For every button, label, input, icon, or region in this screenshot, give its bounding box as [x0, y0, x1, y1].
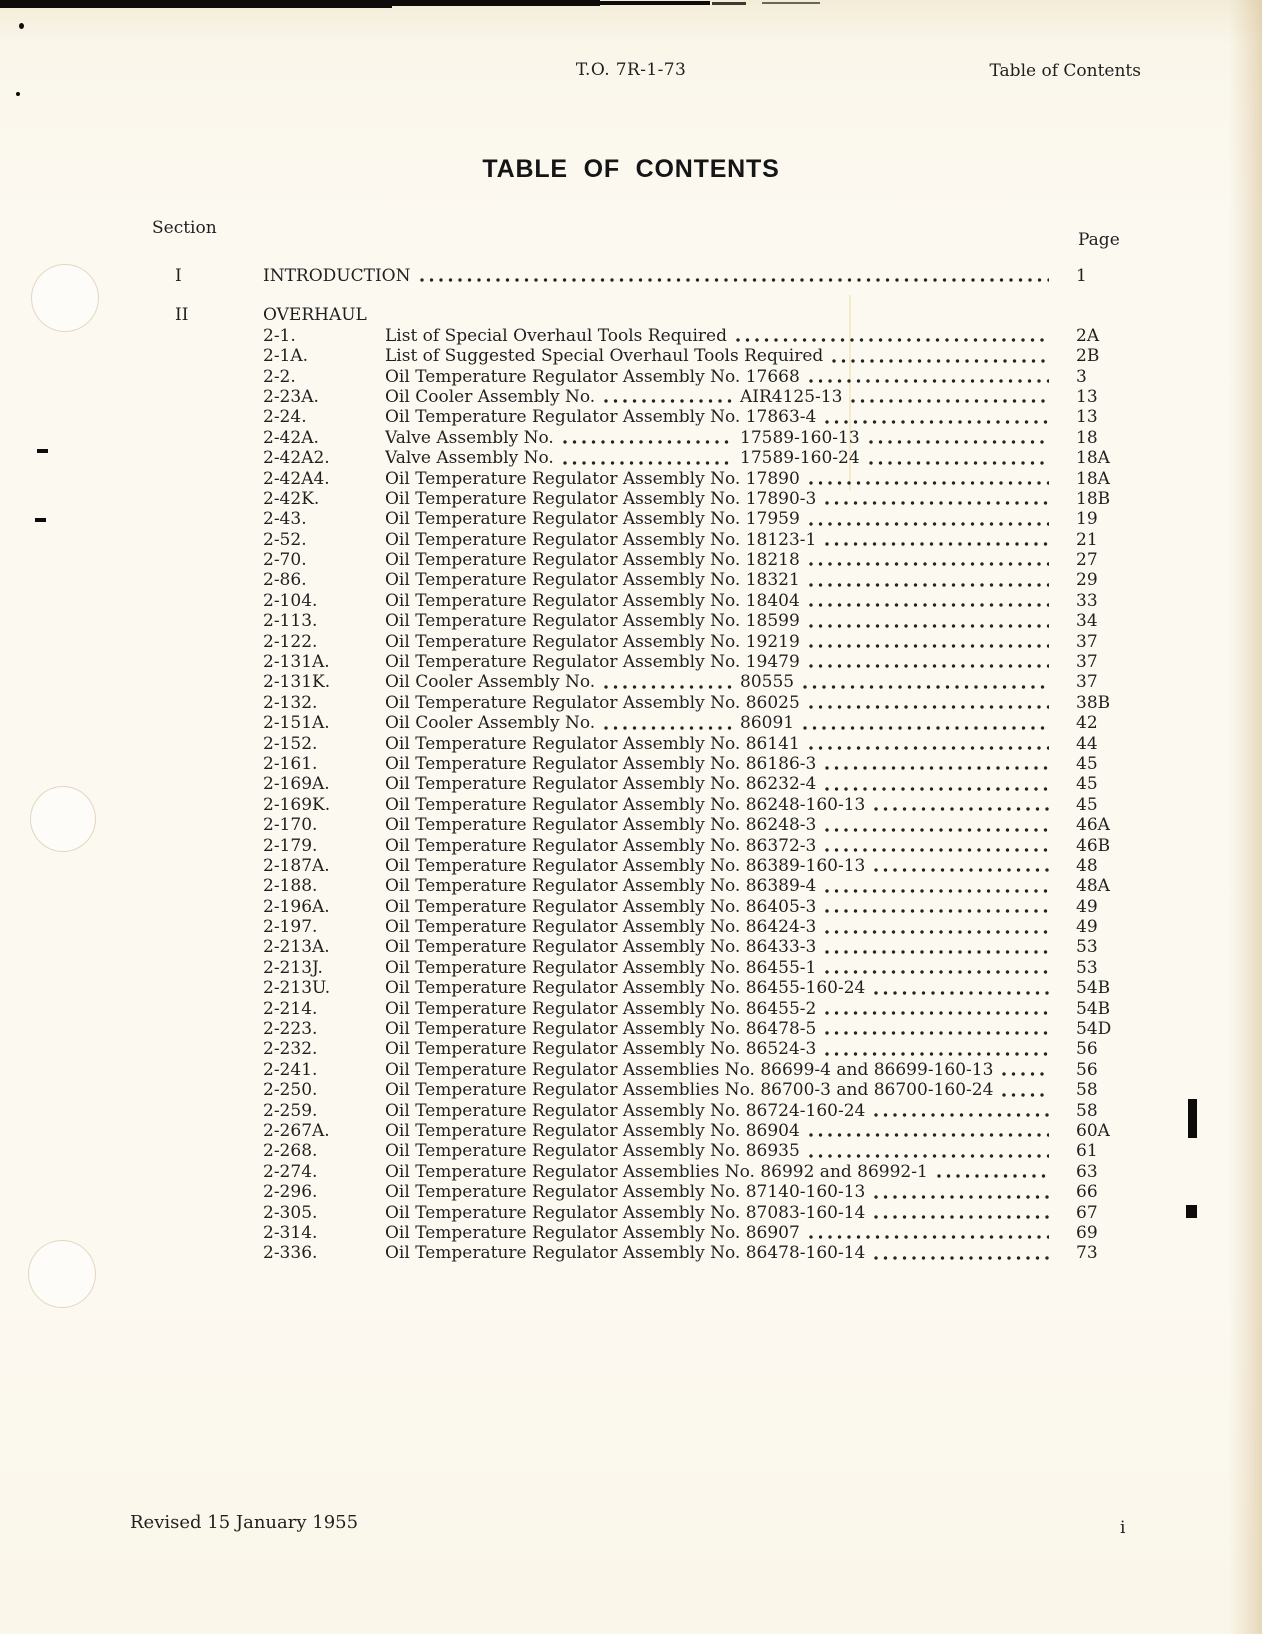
entry-title: Oil Temperature Regulator Assembly No. 86248-160-13 [385, 794, 866, 815]
entry-title: Oil Temperature Regulator Assembly No. 86433-3 [385, 937, 817, 958]
punch-hole-mark [28, 1240, 96, 1308]
dot-leader [809, 1235, 1049, 1239]
entry-number: 2-42A4. [263, 468, 330, 489]
entry-number: 2-43. [263, 509, 307, 530]
dot-leader [809, 624, 1049, 628]
dot-leader [809, 1133, 1049, 1137]
entry-title-block [385, 713, 740, 733]
page-number: 73 [1076, 1243, 1098, 1264]
entry-number: 2-213A. [263, 937, 330, 958]
page-number: 42 [1076, 713, 1098, 734]
toc-entry-row [175, 1080, 1120, 1100]
entry-title: Oil Temperature Regulator Assembly No. 19219 [385, 631, 800, 652]
dot-leader [825, 787, 1049, 791]
entry-title-block [385, 428, 740, 448]
entry-number: 2-131A. [263, 652, 330, 673]
entry-number: 2-86. [263, 570, 307, 591]
dot-leader [809, 583, 1049, 587]
entry-number: 2-296. [263, 1182, 318, 1203]
dot-leader [825, 501, 1049, 505]
entry-title: Oil Temperature Regulator Assembly No. 18321 [385, 570, 800, 591]
page-number: 46A [1076, 815, 1110, 836]
entry-number: 2-268. [263, 1141, 318, 1162]
section-title: OVERHAUL [263, 305, 367, 326]
scan-edge-bar [762, 2, 820, 4]
page-number: 49 [1076, 917, 1098, 938]
assembly-number: AIR4125-13 [740, 386, 843, 407]
page-number: 18B [1076, 488, 1111, 509]
entry-number: 2-170. [263, 815, 318, 836]
entry-number: 2-213J. [263, 957, 323, 978]
entry-title: Oil Temperature Regulator Assembly No. 18218 [385, 550, 800, 571]
toc-entry-row [175, 856, 1120, 876]
dot-leader [825, 1052, 1049, 1056]
scan-speck [37, 449, 48, 453]
assembly-number: 17589-160-24 [740, 448, 860, 469]
entry-number: 2-223. [263, 1019, 318, 1040]
dot-leader [604, 726, 733, 730]
dot-leader [563, 440, 733, 444]
toc-entry-row [175, 1162, 1120, 1182]
entry-number: 2-259. [263, 1100, 318, 1121]
toc-entry-row [175, 1121, 1120, 1141]
scan-edge-bar [594, 1, 710, 5]
toc-entry-row [175, 1223, 1120, 1243]
entry-number: 2-196A. [263, 896, 330, 917]
toc-entry-row [175, 407, 1120, 427]
entry-number: 2-70. [263, 550, 307, 571]
dot-leader [825, 889, 1049, 893]
toc-entry-row [175, 346, 1120, 366]
entry-title: Oil Temperature Regulator Assembly No. 17890-3 [385, 488, 817, 509]
dot-leader [874, 1113, 1049, 1117]
page-number: 58 [1076, 1100, 1098, 1121]
entry-number: 2-169K. [263, 794, 331, 815]
page-number: 54B [1076, 978, 1111, 999]
page-number: 67 [1076, 1202, 1098, 1223]
entry-number: 2-169A. [263, 774, 330, 795]
toc-entry-row [175, 632, 1120, 652]
entry-number: 2-52. [263, 529, 307, 550]
entry-title: Oil Temperature Regulator Assembly No. 86389-160-13 [385, 855, 866, 876]
entry-title: Oil Temperature Regulator Assemblies No. 86992 and 86992-1 [385, 1161, 928, 1182]
dot-leader [937, 1174, 1049, 1178]
page-number: 45 [1076, 753, 1098, 774]
entry-title: Oil Temperature Regulator Assembly No. 17890 [385, 468, 800, 489]
entry-number: 2-187A. [263, 855, 330, 876]
dot-leader [874, 1195, 1049, 1199]
toc-entry-row [175, 652, 1120, 672]
entry-title: Oil Temperature Regulator Assembly No. 17863-4 [385, 407, 817, 428]
page-column-label: Page [1078, 230, 1120, 250]
dot-leader [809, 522, 1049, 526]
toc-entry-row [175, 367, 1120, 387]
entry-title: Oil Temperature Regulator Assembly No. 18404 [385, 590, 800, 611]
entry-number: 2-1A. [263, 346, 309, 367]
dot-leader [874, 1215, 1049, 1219]
dot-leader [563, 461, 733, 465]
entry-title: Oil Temperature Regulator Assembly No. 86478-5 [385, 1019, 817, 1040]
entry-number: 2-213U. [263, 978, 331, 999]
scan-speck [19, 23, 24, 29]
entry-number: 2-2. [263, 366, 296, 387]
toc-entry-row [175, 1182, 1120, 1202]
entry-title: Oil Temperature Regulator Assembly No. 86478-160-14 [385, 1243, 866, 1264]
entry-title: Oil Temperature Regulator Assembly No. 17959 [385, 509, 800, 530]
toc-entry-row [175, 917, 1120, 937]
page-number: 2B [1076, 346, 1100, 367]
entry-number: 2-274. [263, 1161, 318, 1182]
toc-entry-row [175, 387, 1120, 407]
dot-leader [869, 440, 1049, 444]
page-number: 45 [1076, 774, 1098, 795]
folio-page-number: i [1120, 1518, 1126, 1538]
page-number: 18A [1076, 468, 1110, 489]
dot-leader [874, 991, 1049, 995]
toc-entry-row [175, 897, 1120, 917]
dot-leader [825, 542, 1049, 546]
page-number: 56 [1076, 1039, 1098, 1060]
toc-entry-row [175, 570, 1120, 590]
dot-leader [809, 1154, 1049, 1158]
dot-leader [809, 562, 1049, 566]
page-number: 38B [1076, 692, 1111, 713]
toc-entry-row [175, 611, 1120, 631]
page-number: 49 [1076, 896, 1098, 917]
page-number: 48A [1076, 876, 1110, 897]
entry-title-block [385, 448, 740, 468]
entry-title: List of Suggested Special Overhaul Tools Required [385, 346, 824, 367]
section-column-label: Section [152, 218, 217, 238]
toc-entry-row [175, 734, 1120, 754]
running-header: Table of Contents [989, 61, 1141, 81]
page-number: 69 [1076, 1222, 1098, 1243]
page-number: 29 [1076, 570, 1098, 591]
page-number: 37 [1076, 652, 1098, 673]
scan-speck [16, 92, 20, 96]
entry-title: Oil Cooler Assembly No. [385, 672, 596, 693]
entry-title: Oil Temperature Regulator Assembly No. 86524-3 [385, 1039, 817, 1060]
entry-number: 2-1. [263, 325, 296, 346]
toc-entry-row [175, 469, 1120, 489]
entry-number: 2-314. [263, 1222, 318, 1243]
page-number: 53 [1076, 957, 1098, 978]
dot-leader [1002, 1093, 1049, 1097]
document-number: T.O. 7R-1-73 [575, 60, 687, 80]
entry-number: 2-42K. [263, 488, 320, 509]
dot-leader [809, 705, 1049, 709]
toc-entry-row [175, 938, 1120, 958]
dot-leader [874, 868, 1049, 872]
scan-edge-bar [386, 0, 600, 6]
toc-entry-row [175, 1101, 1120, 1121]
page-number: 53 [1076, 937, 1098, 958]
entry-title: Oil Temperature Regulator Assembly No. 18599 [385, 611, 800, 632]
page-number: 13 [1076, 407, 1098, 428]
dot-leader [825, 909, 1049, 913]
entry-title: Oil Temperature Regulator Assembly No. 86907 [385, 1222, 800, 1243]
entry-number: 2-132. [263, 692, 318, 713]
entry-title: List of Special Overhaul Tools Required [385, 325, 727, 346]
entry-number: 2-214. [263, 998, 318, 1019]
entry-title: Oil Temperature Regulator Assembly No. 86935 [385, 1141, 800, 1162]
toc-entry-row [175, 958, 1120, 978]
entry-title: Oil Temperature Regulator Assembly No. 86455-160-24 [385, 978, 866, 999]
entry-number: 2-23A. [263, 386, 319, 407]
page-number: 13 [1076, 386, 1098, 407]
toc-entry-row [175, 999, 1120, 1019]
toc-entry-row [175, 550, 1120, 570]
toc-entry-row [175, 774, 1120, 794]
entry-title: Valve Assembly No. [385, 448, 554, 469]
assembly-number: 80555 [740, 672, 795, 693]
page-number: 33 [1076, 590, 1098, 611]
toc-entry-row [175, 1039, 1120, 1059]
dot-leader [1002, 1072, 1049, 1076]
dot-leader [825, 930, 1049, 934]
toc-entry-row [175, 713, 1120, 733]
dot-leader [832, 359, 1049, 363]
dot-leader [825, 970, 1049, 974]
dot-leader [851, 399, 1049, 403]
punch-hole-mark [31, 264, 99, 332]
entry-title: Oil Temperature Regulator Assembly No. 86372-3 [385, 835, 817, 856]
page-number: 34 [1076, 611, 1098, 632]
entry-number: 2-152. [263, 733, 318, 754]
dot-leader [604, 399, 733, 403]
section-numeral: II [175, 305, 189, 326]
entry-title: Oil Temperature Regulator Assembly No. 86186-3 [385, 753, 817, 774]
scan-speck [35, 518, 46, 522]
entry-title: Oil Temperature Regulator Assembly No. 87083-160-14 [385, 1202, 866, 1223]
dot-leader [809, 379, 1049, 383]
entry-number: 2-151A. [263, 713, 330, 734]
page-number: 58 [1076, 1080, 1098, 1101]
toc-entry-row [175, 978, 1120, 998]
entry-title: Oil Cooler Assembly No. [385, 386, 596, 407]
toc-entry-row [175, 1141, 1120, 1161]
scan-edge-bar [712, 2, 746, 5]
entry-number: 2-113. [263, 611, 318, 632]
section-title: INTRODUCTION [263, 265, 411, 286]
entry-title: Oil Temperature Regulator Assemblies No. 86699-4 and 86699-160-13 [385, 1059, 994, 1080]
toc-entry-row [175, 530, 1120, 550]
page-number: 54D [1076, 1019, 1112, 1040]
page-number: 18 [1076, 427, 1098, 448]
page-number: 48 [1076, 855, 1098, 876]
entry-title: Oil Temperature Regulator Assemblies No. 86700-3 and 86700-160-24 [385, 1080, 994, 1101]
dot-leader [869, 461, 1049, 465]
page-number: 56 [1076, 1059, 1098, 1080]
entry-title-block [385, 672, 740, 692]
page-number: 19 [1076, 509, 1098, 530]
revision-change-bar [1186, 1205, 1197, 1218]
dot-leader [825, 766, 1049, 770]
dot-leader [825, 828, 1049, 832]
entry-title: Oil Temperature Regulator Assembly No. 86455-1 [385, 957, 817, 978]
toc-entry-row [175, 693, 1120, 713]
page-number: 63 [1076, 1161, 1098, 1182]
toc-entry-row [175, 795, 1120, 815]
toc-entry-row [175, 815, 1120, 835]
toc-list [175, 266, 1120, 1264]
entry-title: Oil Temperature Regulator Assembly No. 87140-160-13 [385, 1182, 866, 1203]
section-numeral: I [175, 265, 182, 286]
dot-leader [874, 807, 1049, 811]
entry-number: 2-122. [263, 631, 318, 652]
assembly-number: 17589-160-13 [740, 427, 860, 448]
page-title: TABLE OF CONTENTS [482, 155, 780, 183]
assembly-number: 86091 [740, 713, 795, 734]
entry-number: 2-336. [263, 1243, 318, 1264]
entry-title: Oil Temperature Regulator Assembly No. 86248-3 [385, 815, 817, 836]
section-header-row [175, 305, 1120, 325]
entry-title: Oil Temperature Regulator Assembly No. 86424-3 [385, 917, 817, 938]
toc-entry-row [175, 672, 1120, 692]
page-number: 37 [1076, 672, 1098, 693]
entry-number: 2-42A2. [263, 448, 330, 469]
dot-leader [803, 726, 1049, 730]
toc-entry-row [175, 509, 1120, 529]
toc-entry-row [175, 1243, 1120, 1263]
dot-leader [825, 420, 1049, 424]
page-number: 66 [1076, 1182, 1098, 1203]
entry-number: 2-161. [263, 753, 318, 774]
dot-leader [803, 685, 1049, 689]
section-header-row [175, 266, 1120, 286]
entry-title: Oil Temperature Regulator Assembly No. 86141 [385, 733, 800, 754]
page-number: 45 [1076, 794, 1098, 815]
page-number: 3 [1076, 366, 1087, 387]
entry-title: Valve Assembly No. [385, 427, 554, 448]
entry-number: 2-188. [263, 876, 318, 897]
dot-leader [809, 664, 1049, 668]
dot-leader [809, 746, 1049, 750]
page-number: 21 [1076, 529, 1098, 550]
entry-title: Oil Temperature Regulator Assembly No. 86389-4 [385, 876, 817, 897]
toc-entry-row [175, 1019, 1120, 1039]
dot-leader [825, 950, 1049, 954]
dot-leader [825, 1011, 1049, 1015]
entry-number: 2-24. [263, 407, 307, 428]
page-number: 61 [1076, 1141, 1098, 1162]
entry-number: 2-232. [263, 1039, 318, 1060]
page-number: 1 [1076, 265, 1087, 286]
dot-leader [809, 603, 1049, 607]
page-number: 18A [1076, 448, 1110, 469]
entry-number: 2-305. [263, 1202, 318, 1223]
entry-title: Oil Temperature Regulator Assembly No. 86904 [385, 1121, 800, 1141]
entry-title: Oil Temperature Regulator Assembly No. 86405-3 [385, 896, 817, 917]
revision-date: Revised 15 January 1955 [130, 1512, 359, 1533]
entry-title: Oil Temperature Regulator Assembly No. 86025 [385, 692, 800, 713]
entry-title: Oil Temperature Regulator Assembly No. 86455-2 [385, 998, 817, 1019]
toc-entry-row [175, 1060, 1120, 1080]
page-number: 44 [1076, 733, 1098, 754]
entry-title: Oil Temperature Regulator Assembly No. 86724-160-24 [385, 1100, 866, 1121]
dot-leader [604, 685, 733, 689]
punch-hole-mark [30, 786, 96, 852]
dot-leader [825, 1031, 1049, 1035]
entry-title: Oil Temperature Regulator Assembly No. 86232-4 [385, 774, 817, 795]
entry-number: 2-179. [263, 835, 318, 856]
toc-entry-row [175, 754, 1120, 774]
toc-entry-row [175, 326, 1120, 346]
toc-entry-row [175, 448, 1120, 468]
page-number: 37 [1076, 631, 1098, 652]
toc-entry-row [175, 836, 1120, 856]
entry-title-block [385, 387, 740, 407]
scan-edge-bar [0, 0, 392, 8]
entry-number: 2-42A. [263, 427, 319, 448]
dot-leader [420, 278, 1050, 282]
dot-leader [809, 644, 1049, 648]
entry-title: Oil Temperature Regulator Assembly No. 18123-1 [385, 529, 817, 550]
dot-leader [874, 1256, 1049, 1260]
entry-title: Oil Temperature Regulator Assembly No. 17668 [385, 366, 800, 387]
revision-change-bar [1188, 1099, 1197, 1138]
page-number: 27 [1076, 550, 1098, 571]
toc-entry-row [175, 489, 1120, 509]
entry-number: 2-241. [263, 1059, 318, 1080]
toc-entry-row [175, 876, 1120, 896]
dot-leader [825, 848, 1049, 852]
toc-entry-row [175, 591, 1120, 611]
entry-number: 2-104. [263, 590, 318, 611]
page-number: 54B [1076, 998, 1111, 1019]
page-number: 60A [1076, 1121, 1110, 1141]
entry-title: Oil Cooler Assembly No. [385, 713, 596, 734]
entry-number: 2-267A. [263, 1121, 330, 1141]
entry-number: 2-131K. [263, 672, 331, 693]
entry-number: 2-250. [263, 1080, 318, 1101]
page-number: 2A [1076, 325, 1100, 346]
dot-leader [809, 481, 1049, 485]
entry-number: 2-197. [263, 917, 318, 938]
page-number: 46B [1076, 835, 1111, 856]
toc-entry-row [175, 428, 1120, 448]
dot-leader [736, 338, 1049, 342]
toc-entry-row [175, 1203, 1120, 1223]
entry-title: Oil Temperature Regulator Assembly No. 19479 [385, 652, 800, 673]
